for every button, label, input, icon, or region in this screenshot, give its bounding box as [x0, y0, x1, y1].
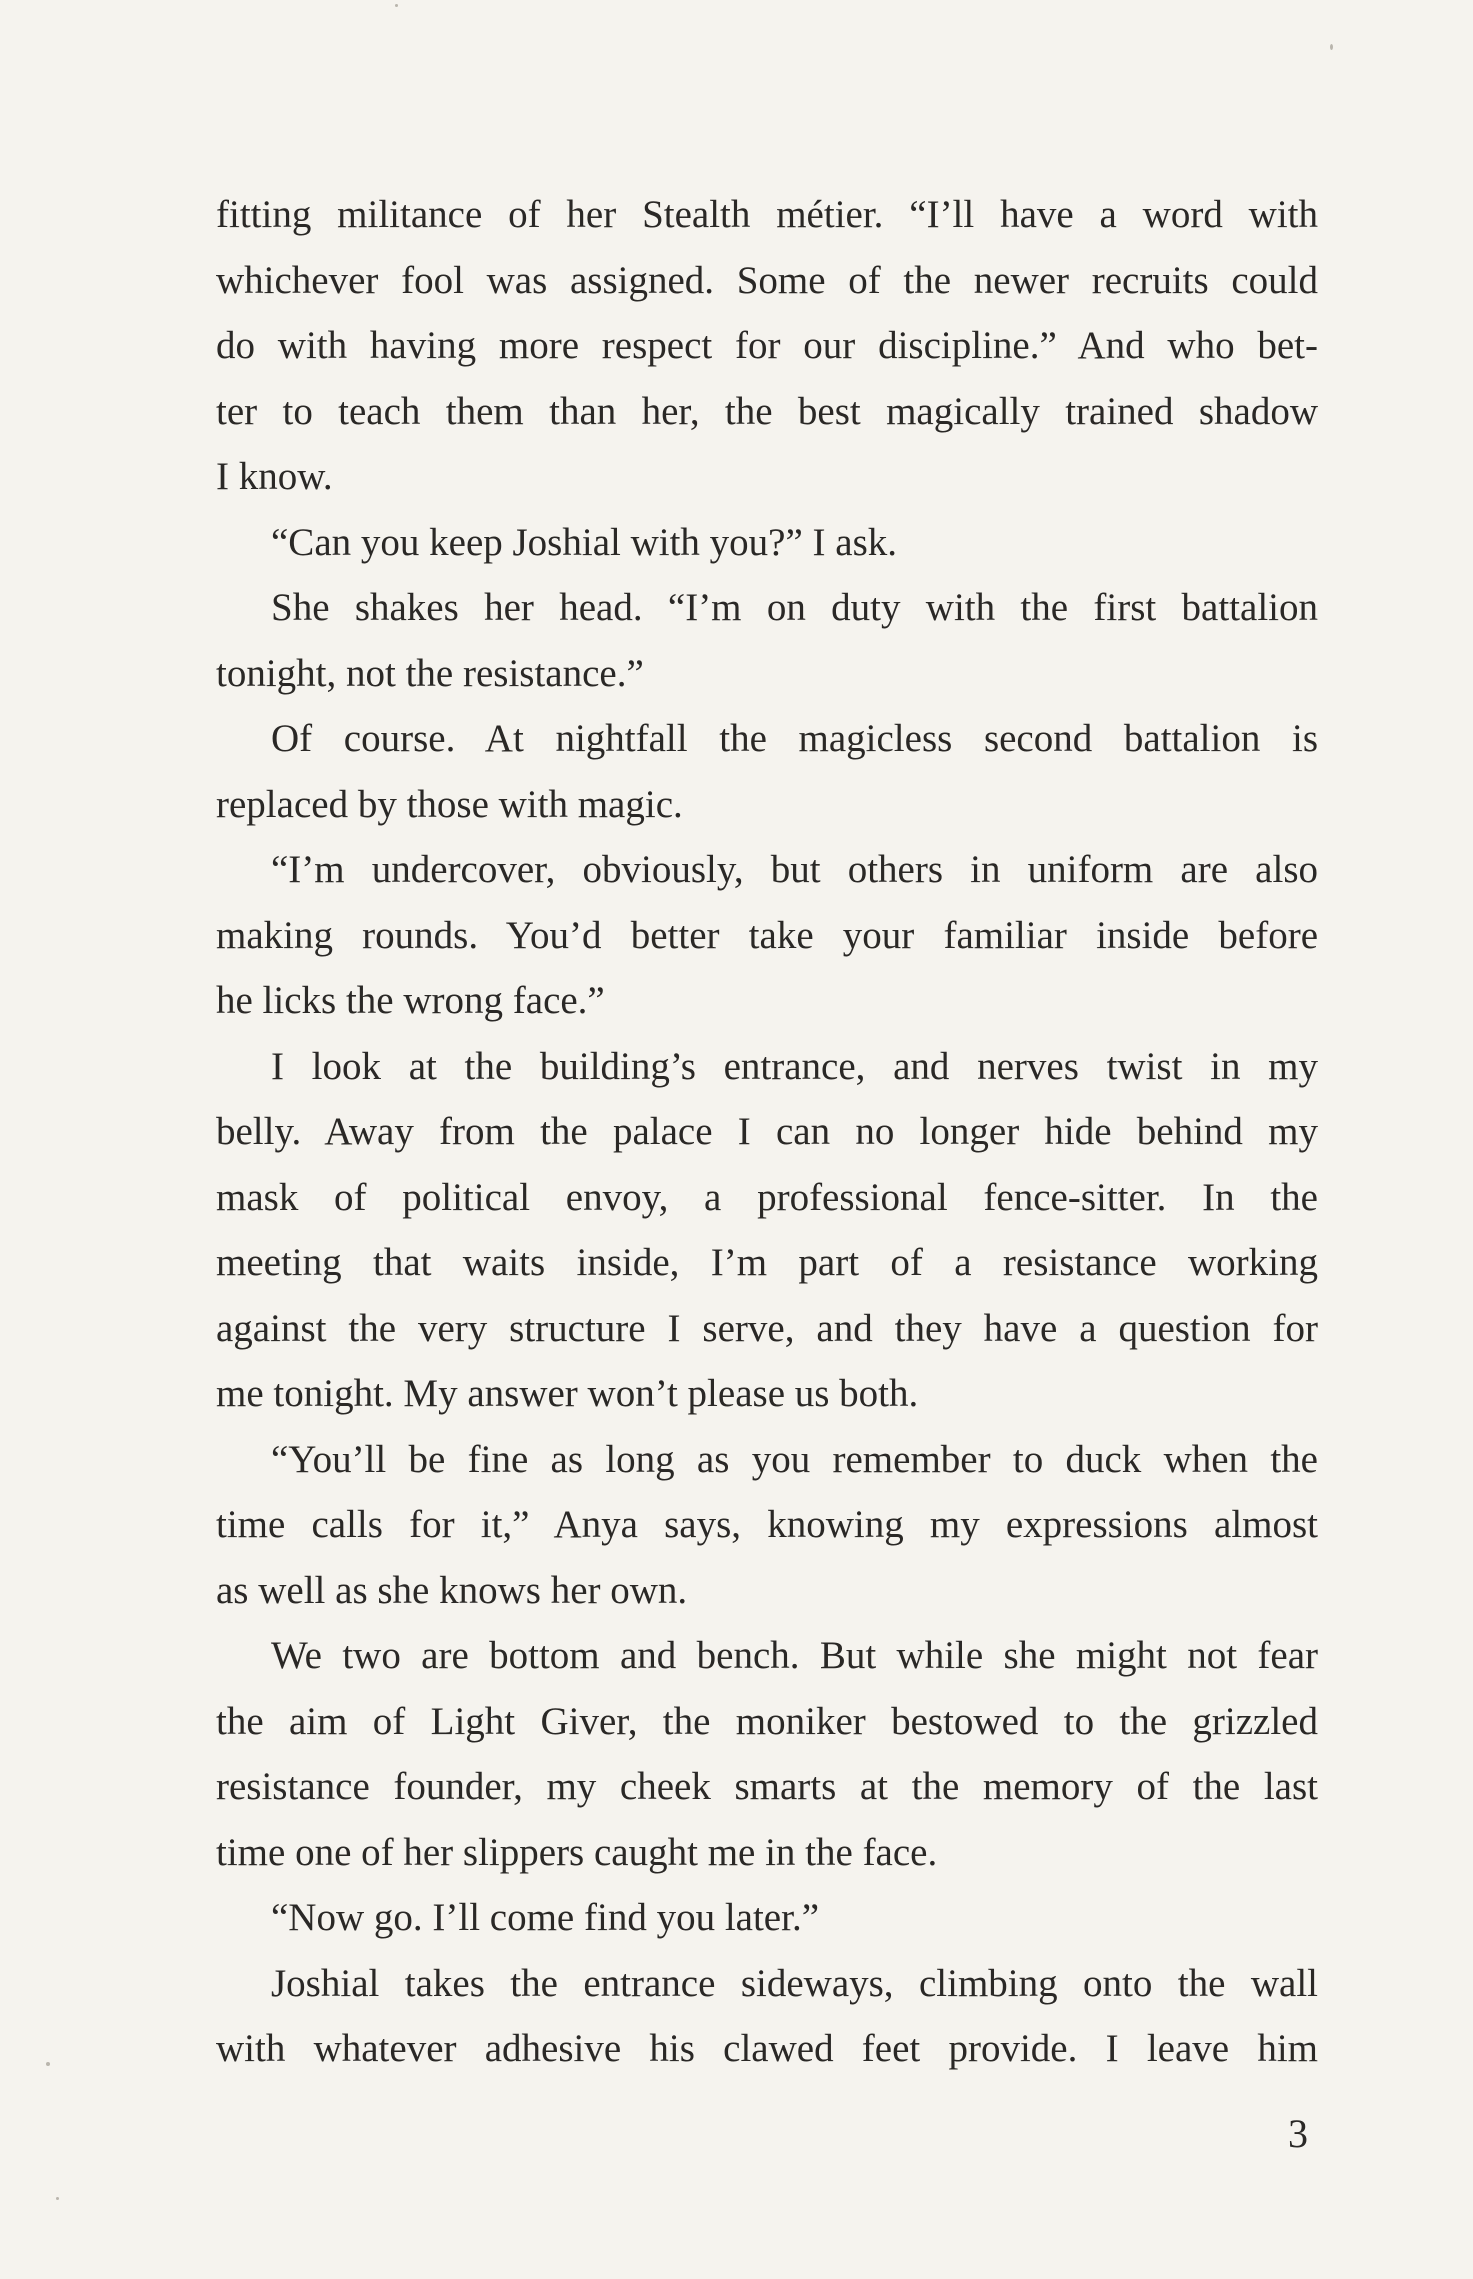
text-line: “I’m undercover, obviously, but others in uniform are also — [271, 848, 1318, 891]
text-line: me tonight. My answer won’t please us both. — [216, 1372, 919, 1415]
text-line: time calls for it,” Anya says, knowing my expressions almost — [216, 1503, 1318, 1546]
text-line: meeting that waits inside, I’m part of a resistance working — [216, 1241, 1318, 1284]
text-line: Of course. At nightfall the magicless second battalion is — [271, 717, 1318, 760]
text-line: resistance founder, my cheek smarts at the memory of the last — [216, 1765, 1318, 1808]
text-line: making rounds. You’d better take your familiar inside before — [216, 913, 1318, 957]
text-line: replaced by those with magic. — [216, 782, 683, 826]
body-text — [216, 182, 1318, 2082]
text-line: “Now go. I’ll come find you later.” — [271, 1896, 819, 1939]
text-line: Joshial takes the entrance sideways, climbing onto the wall — [271, 1961, 1318, 2005]
text-line: against the very structure I serve, and they have a question for — [216, 1306, 1318, 1350]
text-line: mask of political envoy, a professional fence-sitter. In the — [216, 1175, 1318, 1219]
paper-speck — [1330, 44, 1333, 50]
text-line: belly. Away from the palace I can no longer hide behind my — [216, 1110, 1318, 1153]
paper-speck — [56, 2197, 59, 2200]
text-line: tonight, not the resistance.” — [216, 651, 644, 695]
text-line: I look at the building’s entrance, and nerves twist in my — [271, 1044, 1318, 1088]
text-line: with whatever adhesive his clawed feet provide. I leave him — [216, 2027, 1318, 2070]
text-line: ter to teach them than her, the best magically trained shadow — [216, 389, 1318, 433]
text-line: “You’ll be fine as long as you remember to duck when the — [271, 1437, 1318, 1481]
text-line: whichever fool was assigned. Some of the newer recruits could — [216, 258, 1318, 302]
text-line: do with having more respect for our discipline.” And who bet- — [216, 324, 1318, 367]
text-line: as well as she knows her own. — [216, 1568, 688, 1612]
text-line: he licks the wrong face.” — [216, 979, 605, 1022]
text-line: We two are bottom and bench. But while she might not fear — [271, 1634, 1318, 1677]
paper-speck — [395, 4, 398, 7]
text-line: time one of her slippers caught me in the face. — [216, 1830, 938, 1874]
text-line: She shakes her head. “I’m on duty with the first battalion — [271, 586, 1318, 629]
text-line: fitting militance of her Stealth métier. “I’ll have a word with — [216, 193, 1318, 236]
text-line: “Can you keep Joshial with you?” I ask. — [271, 520, 898, 564]
page-number: 3 — [1288, 2111, 1308, 2156]
text-line: the aim of Light Giver, the moniker bestowed to the grizzled — [216, 1699, 1318, 1743]
paper-speck — [46, 2062, 50, 2066]
text-line: I know. — [216, 455, 333, 498]
